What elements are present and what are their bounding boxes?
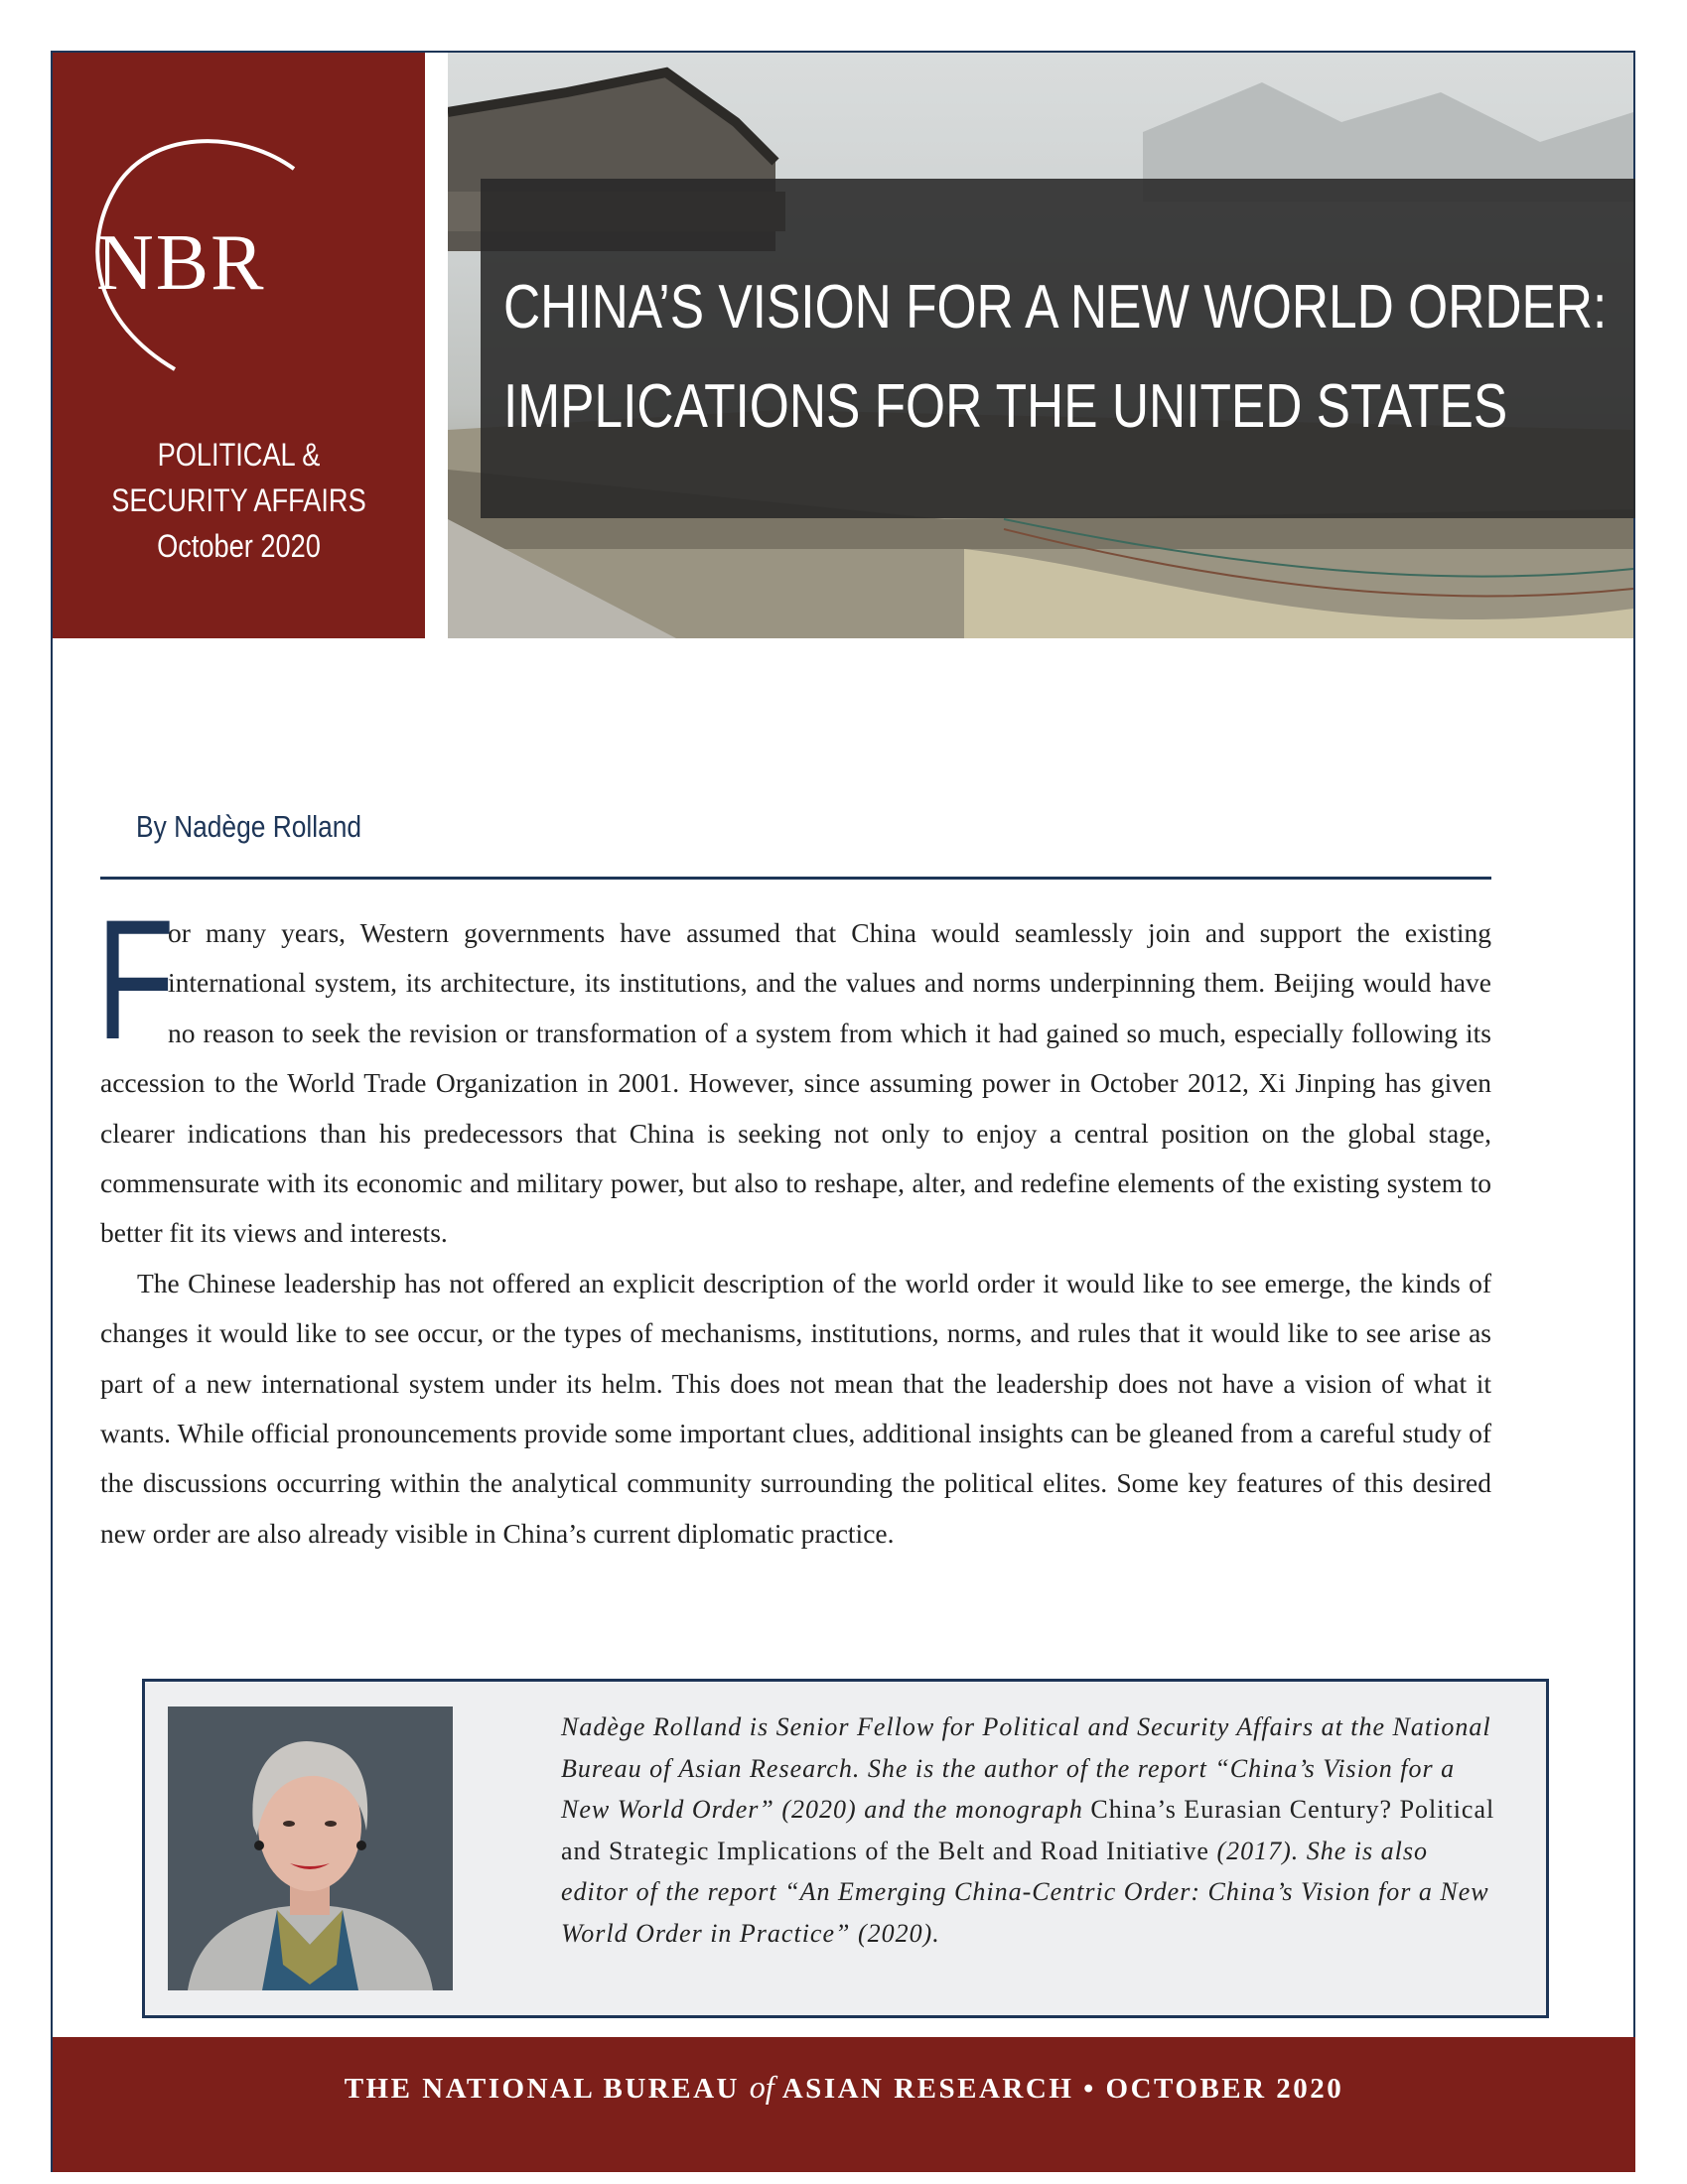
series-label bbox=[80, 432, 397, 569]
portrait-illustration bbox=[168, 1706, 453, 1990]
title-line2: IMPLICATIONS FOR THE UNITED STATES bbox=[503, 372, 1508, 441]
paragraph-1-text: or many years, Western governments have assumed that China would seamlessly join and support the existing international system, its architecture, its institutions, and the values and norms underpinning them. Beijing would have no reason to seek the revision or transformation of a system from which it had gained so much, especially following its accession to the World Trade Organization in 2001. However, since assuming power in October 2012, Xi Jinping has given clearer indications than his predecessors that China is seeking not only to enjoy a central position on the global stage, commensurate with its economic and military power, but also to reshape, alter, and redefine elements of the existing system to better fit its views and interests. bbox=[100, 917, 1491, 1249]
bio-part1: Nadège Rolland is Senior Fellow for Political and Security Affairs at the National Bureau of Asian Research. She is the author of the report “China’s Vision for a New World Order” (2020) and the monograph bbox=[561, 1712, 1491, 1824]
divider-rule bbox=[100, 877, 1491, 880]
footer-text bbox=[53, 2067, 1635, 2109]
footer-part2: ASIAN RESEARCH • OCTOBER 2020 bbox=[773, 2073, 1344, 2105]
bio-part2: (2017). She is also editor of the report “An Emerging China-Centric Order: China’s Vision for a New World Order in Practice” (2020). bbox=[561, 1836, 1489, 1948]
footer-part1: THE NATIONAL BUREAU bbox=[344, 2073, 750, 2105]
series-line1: POLITICAL & bbox=[157, 437, 321, 473]
author-bio bbox=[561, 1706, 1499, 1954]
paragraph-2: The Chinese leadership has not offered an explicit description of the world order it would like to see emerge, the kinds of changes it would like to see occur, or the types of mechanisms, institutions, norms, and rules that it would like to see arise as part of a new international system under its helm. This does not mean that the leadership does not have a vision of what it wants. While official pronouncements provide some important clues, additional insights can be gleaned from a careful study of the discussions occurring within the analytical community surrounding the political elites. Some key features of this desired new order are also already visible in China’s current diplomatic practice. bbox=[100, 1267, 1491, 1549]
article-body bbox=[96, 885, 1491, 1559]
title-line1: CHINA’S VISION FOR A NEW WORLD ORDER: bbox=[503, 273, 1608, 341]
nbr-logo: NBR bbox=[96, 219, 266, 307]
bio-book-title: China’s Eurasian Century? Political and Strategic Implications of the Belt and Road Initiative bbox=[561, 1795, 1495, 1865]
byline: By Nadège Rolland bbox=[136, 809, 362, 844]
drop-cap: F bbox=[96, 885, 175, 1075]
series-date: October 2020 bbox=[157, 528, 321, 564]
page-title bbox=[503, 258, 1608, 457]
paragraph-1 bbox=[96, 885, 1491, 1259]
series-line2: SECURITY AFFAIRS bbox=[111, 482, 366, 518]
author-portrait bbox=[168, 1706, 453, 1990]
footer-of: of bbox=[749, 2069, 774, 2105]
